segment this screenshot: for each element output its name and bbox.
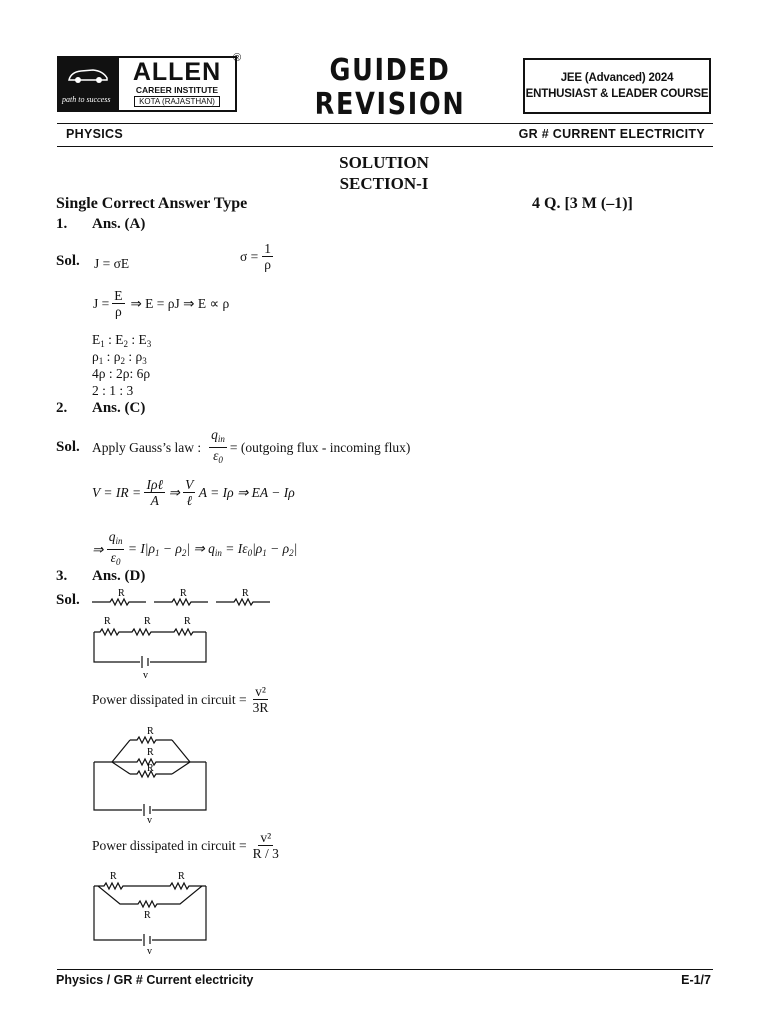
resistor-label: R: [118, 588, 125, 599]
q1-number: 1.: [56, 216, 68, 232]
q3-power-parallel: Power dissipated in circuit = $\frac{\text{v²}}{R / 3}$: [92, 830, 279, 861]
svg-text:R: R: [144, 910, 151, 921]
registered-mark: ®: [233, 52, 242, 64]
svg-text:R: R: [144, 616, 151, 627]
page-number: E-1/7: [681, 973, 711, 987]
logo-location: KOTA (RAJASTHAN): [134, 96, 220, 107]
title-line-1: GUIDED: [329, 53, 451, 88]
course-line-1: JEE (Advanced) 2024: [560, 72, 674, 84]
logo-emblem: [59, 58, 119, 110]
allen-logo: [57, 56, 237, 112]
svg-text:R: R: [178, 871, 185, 882]
q2-answer: Ans. (C): [92, 400, 146, 416]
q2-number: 2.: [56, 400, 68, 416]
q1-eq-field: J = $\frac{E}{\rho}$ ⇒ E = ρJ ⇒ E ∝ ρ: [93, 288, 230, 319]
q3-power-series: Power dissipated in circuit = $\frac{\text{v²}}{3R}$: [92, 684, 269, 715]
q1-sol-label: Sol.: [56, 253, 80, 269]
q1-eq-current-density: J = σE: [94, 256, 130, 271]
q3-number: 3.: [56, 568, 68, 584]
svg-text:R: R: [147, 747, 154, 758]
logo-name: ALLEN: [132, 58, 222, 86]
footer-rule: [57, 969, 713, 970]
svg-text:R: R: [147, 726, 154, 737]
svg-text:v: v: [147, 946, 152, 956]
topic-label: GR # CURRENT ELECTRICITY: [518, 127, 705, 141]
section-heading: SECTION-I: [339, 174, 429, 193]
subject-label: PHYSICS: [66, 127, 123, 141]
q2-gauss-law: Apply Gauss’s law : $\frac{q_{in}}{\varepsilon_0}$ = (outgoing flux - incoming flux): [92, 427, 411, 465]
resistor-label: R: [180, 588, 187, 599]
q1-ratio-values: 4ρ : 2ρ: 6ρ: [92, 366, 151, 381]
svg-text:R: R: [110, 871, 117, 882]
q1-answer: Ans. (A): [92, 216, 146, 232]
q1-eq-conductivity: σ = $\frac{1}{\rho}$: [240, 241, 272, 272]
svg-text:R: R: [104, 616, 111, 627]
logo-tagline: path to success: [62, 95, 111, 104]
q2-eq-charge: ⇒ $\frac{q_{in}}{\varepsilon_0}$ = $I|\rho_1 - \rho_2|$ ⇒ $q_{in} = I\varepsilon_0|\rho_1 - \rho_2|$: [92, 529, 298, 567]
page-title: [305, 54, 475, 122]
parallel-circuit-diagram: [90, 724, 215, 824]
footer-left: Physics / GR # Current electricity: [56, 973, 254, 987]
course-box: [523, 58, 711, 114]
question-type: Single Correct Answer Type: [56, 195, 248, 212]
logo-subtitle: CAREER INSTITUTE: [135, 85, 219, 95]
solution-heading: SOLUTION: [339, 153, 429, 172]
resistor-label: R: [242, 588, 249, 599]
q2-sol-label: Sol.: [56, 439, 80, 455]
q2-eq-ohm: V = IR = $\frac{\text{Iρℓ}}{A}$ ⇒ $\frac{V}{\text{ℓ}}$ A = Iρ ⇒ EA − Iρ: [92, 477, 295, 508]
three-resistors-diagram: [90, 585, 275, 610]
svg-text:v: v: [147, 815, 152, 824]
mixed-circuit-diagram: [90, 868, 215, 956]
q1-ratio-final: 2 : 1 : 3: [92, 383, 134, 398]
marks-scheme: 4 Q. [3 M (–1)]: [532, 195, 633, 212]
series-circuit-diagram: [90, 612, 215, 680]
q3-answer: Ans. (D): [92, 568, 146, 584]
svg-text:v: v: [143, 670, 148, 680]
course-line-2: ENTHUSIAST & LEADER COURSE: [525, 88, 709, 100]
q3-sol-label: Sol.: [56, 592, 80, 608]
header-rule-top: [57, 123, 713, 124]
header-rule-bottom: [57, 146, 713, 147]
title-line-2: REVISION: [314, 87, 466, 122]
q1-ratio-resistivity: $\rho_1$ : $\rho_2$ : $\rho_3$: [92, 349, 147, 366]
svg-text:R: R: [184, 616, 191, 627]
svg-text:R: R: [147, 763, 154, 774]
car-icon: [67, 66, 109, 84]
q1-ratio-field: $E_1$ : $E_2$ : $E_3$: [92, 332, 152, 349]
